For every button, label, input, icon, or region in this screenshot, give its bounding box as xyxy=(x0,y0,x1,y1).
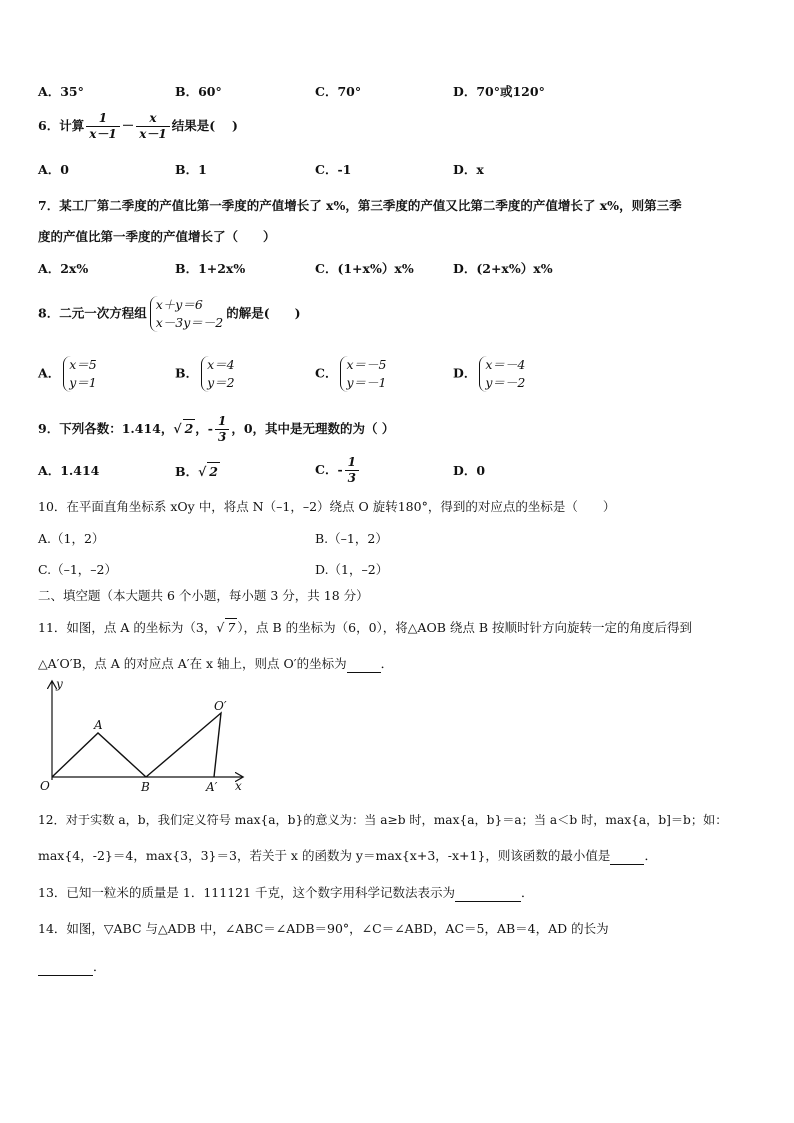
q8-stem: 8．二元一次方程组 x＋y＝6 x－3y＝－2 的解是( ) xyxy=(38,297,301,330)
q5-option-a: A．35° xyxy=(38,84,84,99)
q14-answer-blank[interactable] xyxy=(38,963,93,976)
q7-stem-line1: 7．某工厂第二季度的产值比第一季度的产值增长了 x%，第三季度的产值又比第二季度的产值增长了 x%，则第三季 xyxy=(38,198,682,213)
section-heading-fill-in: 二、填空题（本大题共 6 个小题，每小题 3 分，共 18 分） xyxy=(38,588,369,603)
label-o-prime: O′ xyxy=(214,699,227,713)
q13-stem: 13．已知一粒米的质量是 1．111121 千克，这个数字用科学记数法表示为 ． xyxy=(38,885,534,900)
q10-option-a: A.（1，2） xyxy=(38,531,105,546)
q8-option-d: D． x＝－4 y＝－2 xyxy=(453,357,526,390)
q10-stem: 10．在平面直角坐标系 xOy 中，将点 N（–1，–2）绕点 O 旋转180°，得到的对应点的坐标是（ ） xyxy=(38,499,616,514)
q6-option-b: B．1 xyxy=(175,162,207,177)
q12-answer-blank[interactable] xyxy=(610,852,644,865)
q9-option-c: C．- $\frac{1}{3}$ xyxy=(315,455,361,486)
q5-option-b: B．60° xyxy=(175,84,222,99)
q6-fraction-2: $\frac{x}{x-1}$ xyxy=(136,111,170,142)
q10-option-c: C.（–1，–2） xyxy=(38,562,117,577)
triangle-aob xyxy=(52,733,146,777)
q9-option-b: B．√ 2 xyxy=(175,464,218,479)
q12-stem-line2: max{4，-2}＝4，max{3，3}＝3，若关于 x 的函数为 y＝max{x+3，-x+1}，则该函数的最小值是 ． xyxy=(38,848,657,863)
q11-stem-line1: 11．如图，点 A 的坐标为（3，√ 7 ），点 B 的坐标为（6，0），将△AOB 绕点 B 按顺时针方向旋转一定的角度后得到 xyxy=(38,620,692,635)
label-y: y xyxy=(56,677,63,691)
label-o: O xyxy=(40,779,50,793)
q10-option-b: B.（–1，2） xyxy=(315,531,388,546)
q11-figure xyxy=(36,676,256,798)
q14-stem: 14．如图，▽ABC 与△ADB 中，∠ABC＝∠ADB＝90°，∠C＝∠ABD，AC＝5，AB＝4，AD 的长为 xyxy=(38,921,609,936)
q5-option-c: C．70° xyxy=(315,84,362,99)
q6-stem: 6．计算 $\frac{1}{x-1}$ － $\frac{x}{x-1}$ 结果是( ) xyxy=(38,111,238,141)
label-x: x xyxy=(235,779,242,793)
q9-option-d: D．0 xyxy=(453,463,486,478)
q7-option-b: B．1+2x% xyxy=(175,261,246,276)
q10-option-d: D.（1，–2） xyxy=(315,562,389,577)
q8-option-a: A． x＝5 y＝1 xyxy=(38,357,97,390)
q6-option-d: D．x xyxy=(453,162,484,177)
label-b: B xyxy=(141,780,150,794)
q6-fraction-1: $\frac{1}{x-1}$ xyxy=(86,111,120,142)
q9-option-a: A．1.414 xyxy=(38,463,100,478)
q7-option-c: C．(1+x%）x% xyxy=(315,261,414,276)
q12-stem-line1: 12．对于实数 a，b，我们定义符号 max{a，b}的意义为：当 a≥b 时，max{a，b}＝a；当 a＜b 时，max{a，b]＝b；如： xyxy=(38,813,728,827)
triangle-a-prime-o-prime-b xyxy=(146,713,221,777)
q7-stem-line2: 度的产值比第一季度的产值增长了（ ） xyxy=(38,229,276,244)
label-a: A xyxy=(94,718,103,732)
q11-answer-blank[interactable] xyxy=(347,660,381,673)
label-a-prime: A′ xyxy=(206,780,218,794)
q13-answer-blank[interactable] xyxy=(455,889,521,902)
q8-equation-system: x＋y＝6 x－3y＝－2 xyxy=(150,296,224,332)
q6-option-a: A．0 xyxy=(38,162,69,177)
q6-option-c: C．-1 xyxy=(315,162,352,177)
q8-option-c: C． x＝－5 y＝－1 xyxy=(315,357,387,390)
q7-option-a: A．2x% xyxy=(38,261,89,276)
q7-option-d: D．(2+x%）x% xyxy=(453,261,553,276)
q8-option-b: B． x＝4 y＝2 xyxy=(175,357,235,390)
q11-stem-line2: △A′O′B，点 A 的对应点 A′在 x 轴上，则点 O′的坐标为 ． xyxy=(38,656,394,671)
q5-option-d: D．70°或120° xyxy=(453,84,545,99)
q14-answer-line: ． xyxy=(38,958,106,976)
q9-stem: 9．下列各数：1.414，√ 2 ，- $\frac{1}{3}$ ，0，其中是无理数的为（ ） xyxy=(38,414,395,444)
